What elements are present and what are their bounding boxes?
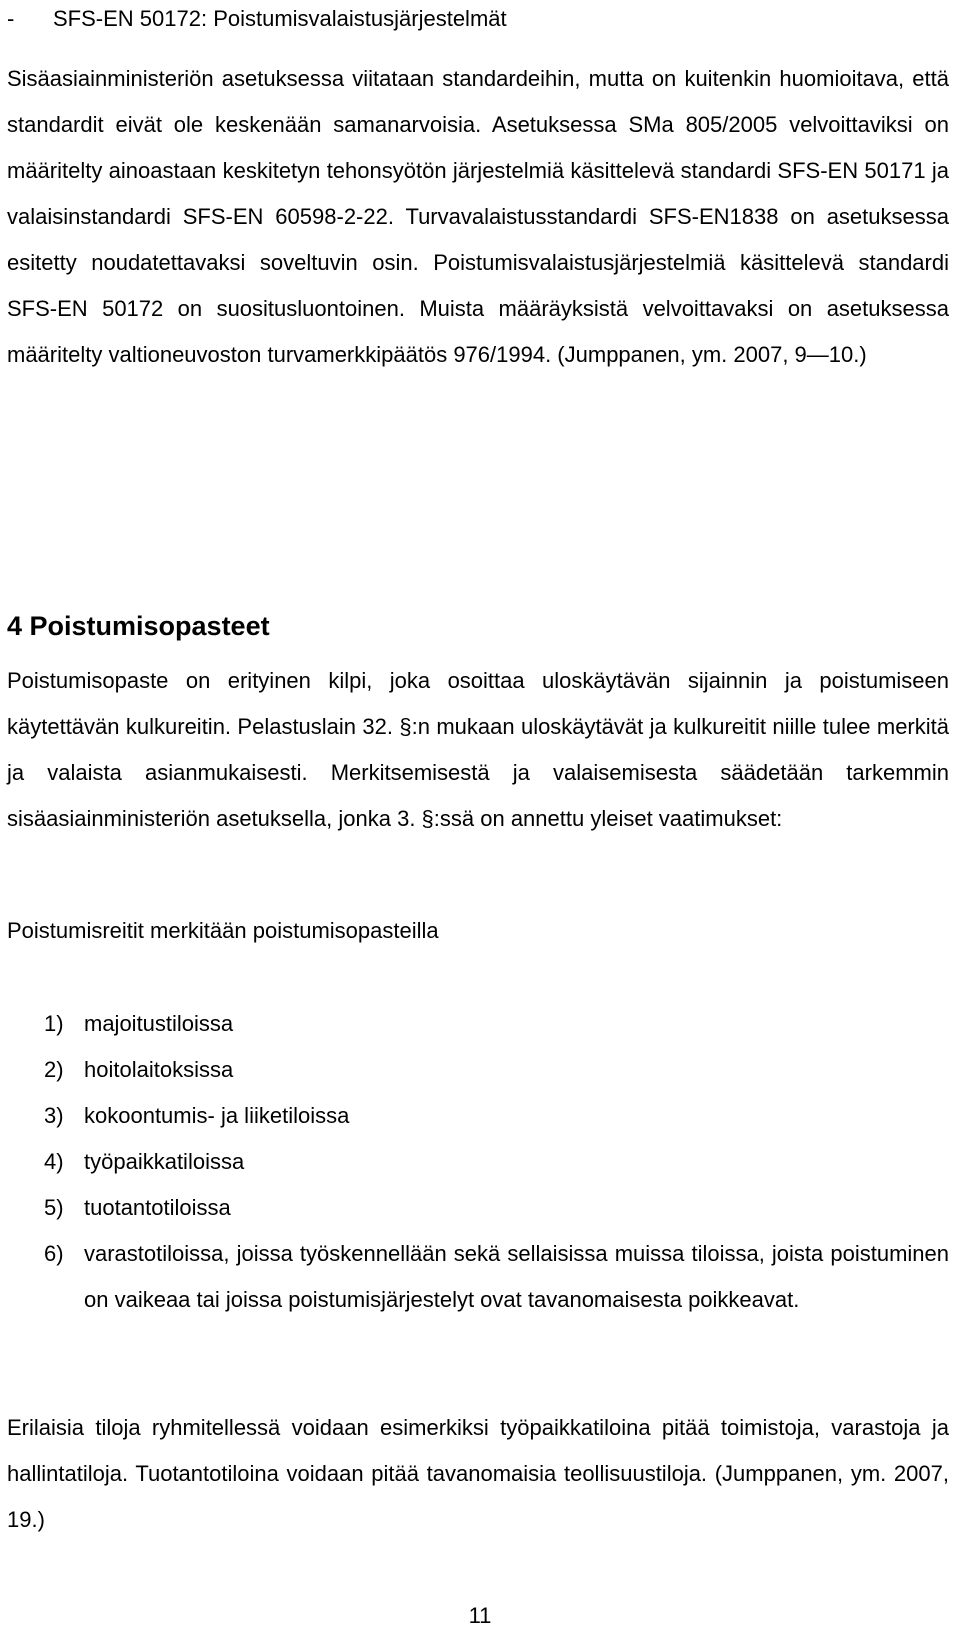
list-item bbox=[44, 1231, 949, 1323]
list-item-number: 6) bbox=[44, 1241, 64, 1266]
list-item-number: 5) bbox=[44, 1195, 64, 1220]
list-item-text: varastotiloissa, joissa työskennellään sekä sellaisissa muissa tiloissa, joista poistuminen on vaikeaa tai joissa poistumisjärjestelyt ovat tavanomaisesta poikkeavat. bbox=[84, 1241, 949, 1312]
paragraph-standards: Sisäasiainministeriön asetuksessa viitataan standardeihin, mutta on kuitenkin huomioitava, että standardit eivät ole keskenään samanarvoisia. Asetuksessa SMa 805/2005 velvoittaviksi on määritelty ainoastaan keskitetyn tehonsyötön järjestelmiä käsittelevä standardi SFS-EN 50171 ja valaisinstandardi SFS-EN 60598-2-22. Turvavalaistusstandardi SFS-EN1838 on asetuksessa esitetty noudatettavaksi soveltuvin osin. Poistumisvalaistusjärjestelmiä käsittelevä standardi SFS-EN 50172 on suositusluontoinen. Muista määräyksistä velvoittavaksi on asetuksessa määritelty valtioneuvoston turvamerkkipäätös 976/1994. (Jumppanen, ym. 2007, 9—10.) bbox=[7, 66, 949, 367]
standard-list-item bbox=[7, 0, 507, 42]
list-item-text: hoitolaitoksissa bbox=[84, 1057, 234, 1082]
list-item-number: 3) bbox=[44, 1103, 64, 1128]
list-item-number: 2) bbox=[44, 1057, 64, 1082]
dash-marker: - bbox=[7, 6, 15, 31]
list-item bbox=[44, 1001, 949, 1047]
standard-list-item-text: SFS-EN 50172: Poistumisvalaistusjärjestelmät bbox=[53, 6, 507, 31]
paragraph-exit-signs: Poistumisopaste on erityinen kilpi, joka osoittaa uloskäytävän sijainnin ja poistumiseen käytettävän kulkureitin. Pelastuslain 32. §:n mukaan uloskäytävät ja kulkureitit niille tulee merkitä ja valaista asianmukaisesti. Merkitsemisestä ja valaisemisesta säädetään tarkemmin sisäasiainministeriön asetuksella, jonka 3. §:ssä on annettu yleiset vaatimukset: bbox=[7, 668, 949, 831]
list-item bbox=[44, 1093, 949, 1139]
list-item-number: 4) bbox=[44, 1149, 64, 1174]
premises-list bbox=[44, 1001, 949, 1323]
list-item-text: tuotantotiloissa bbox=[84, 1195, 231, 1220]
list-item bbox=[44, 1047, 949, 1093]
paragraph-exit-routes-intro: Poistumisreitit merkitään poistumisopasteilla bbox=[7, 918, 439, 943]
paragraph-premises-grouping: Erilaisia tiloja ryhmitellessä voidaan esimerkiksi työpaikkatiloina pitää toimistoja, varastoja ja hallintatiloja. Tuotantotiloina voidaan pitää tavanomaisia teollisuustiloja. (Jumppanen, ym. 2007, 19.) bbox=[7, 1415, 949, 1532]
list-item bbox=[44, 1139, 949, 1185]
page-number: 11 bbox=[468, 1603, 492, 1628]
list-item-number: 1) bbox=[44, 1011, 64, 1036]
list-item-text: työpaikkatiloissa bbox=[84, 1149, 245, 1174]
section-heading: 4 Poistumisopasteet bbox=[7, 611, 270, 641]
list-item bbox=[44, 1185, 949, 1231]
list-item-text: majoitustiloissa bbox=[84, 1011, 234, 1036]
list-item-text: kokoontumis- ja liiketiloissa bbox=[84, 1103, 350, 1128]
